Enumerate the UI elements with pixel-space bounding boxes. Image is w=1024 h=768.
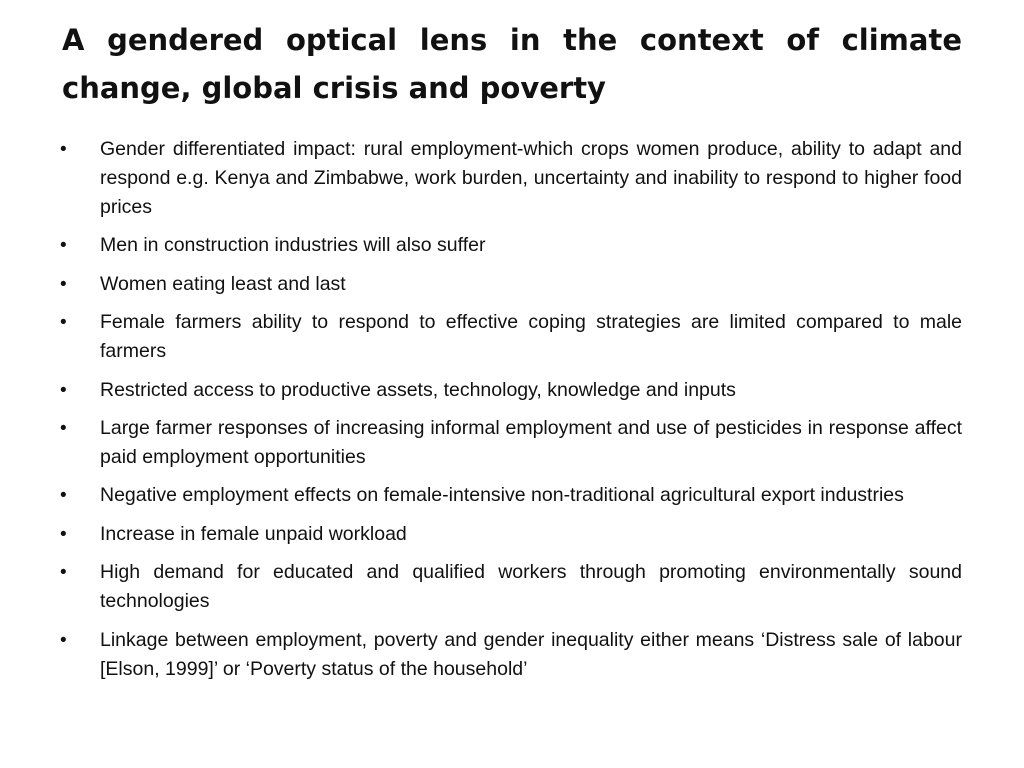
bullet-text: Negative employment effects on female-intensive non-traditional agricultural export industries bbox=[100, 484, 904, 507]
bullet-text: Linkage between employment, poverty and gender inequality either means ‘Distress sale of labour [Elson, 1999]’ or ‘Poverty status of the household’ bbox=[100, 628, 962, 680]
bullet-icon: • bbox=[60, 312, 67, 334]
bullet-text: Increase in female unpaid workload bbox=[100, 522, 407, 545]
bullet-icon: • bbox=[60, 523, 67, 545]
bullet-item-6 bbox=[62, 414, 962, 472]
bullet-icon: • bbox=[60, 273, 67, 295]
bullet-icon: • bbox=[60, 629, 67, 651]
bullet-list bbox=[62, 135, 962, 693]
bullet-text: High demand for educated and qualified workers through promoting environmentally sound technologies bbox=[100, 561, 962, 613]
bullet-text: Restricted access to productive assets, technology, knowledge and inputs bbox=[100, 378, 736, 401]
bullet-text: Women eating least and last bbox=[100, 272, 346, 295]
bullet-item-2 bbox=[62, 231, 962, 260]
slide-title: A gendered optical lens in the context of climate change, global crisis and poverty bbox=[62, 23, 962, 105]
bullet-icon: • bbox=[60, 235, 67, 257]
bullet-item-9 bbox=[62, 558, 962, 616]
bullet-item-8 bbox=[62, 520, 962, 549]
bullet-text: Gender differentiated impact: rural employment-which crops women produce, ability to adapt and respond e.g. Kenya and Zimbabwe, work burden, uncertainty and inability to respond to higher food prices bbox=[100, 138, 962, 218]
bullet-text: Female farmers ability to respond to effective coping strategies are limited compared to male farmers bbox=[100, 311, 962, 363]
bullet-icon: • bbox=[60, 417, 67, 439]
bullet-icon: • bbox=[60, 562, 67, 584]
bullet-icon: • bbox=[60, 139, 67, 160]
bullet-icon: • bbox=[60, 485, 67, 507]
bullet-icon: • bbox=[60, 379, 67, 401]
bullet-text: Men in construction industries will also suffer bbox=[100, 234, 486, 257]
bullet-item-3 bbox=[62, 270, 962, 299]
bullet-item-4 bbox=[62, 308, 962, 366]
bullet-item-10 bbox=[62, 626, 962, 684]
bullet-text: Large farmer responses of increasing informal employment and use of pesticides in response affect paid employment opportunities bbox=[100, 416, 962, 468]
bullet-item-1 bbox=[62, 135, 962, 222]
bullet-item-5 bbox=[62, 376, 962, 405]
bullet-item-7 bbox=[62, 481, 962, 510]
